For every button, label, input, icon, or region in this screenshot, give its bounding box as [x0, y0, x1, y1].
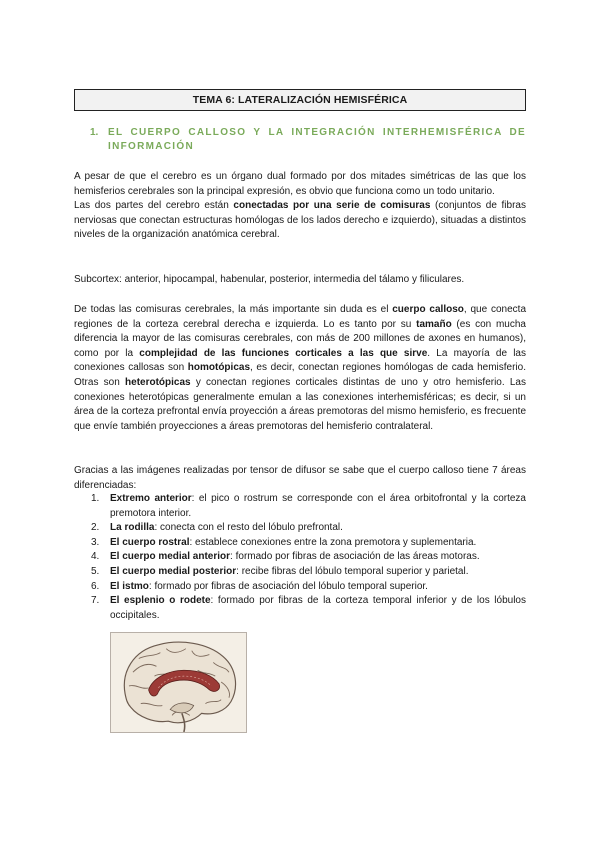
text-span: (es con mucha diferencia la mayor de las comisuras cerebrales, con más de 200 millones de axones en humanos), como por la — [74, 318, 526, 359]
area-desc: : formado por fibras de asociación del lóbulo temporal superior. — [148, 580, 428, 592]
area-name: El istmo — [110, 580, 149, 592]
area-name: El cuerpo rostral — [110, 536, 190, 548]
list-number: 1. — [91, 493, 100, 504]
areas-intro-text: Gracias a las imágenes realizadas por tensor de difusor se sabe que el cuerpo calloso tiene 7 áreas diferenciadas: — [74, 465, 526, 491]
list-item — [74, 492, 526, 521]
bold-span: cuerpo calloso — [392, 304, 464, 315]
bold-span: heterotópicas — [125, 376, 191, 388]
document-title: TEMA 6: LATERALIZACIÓN HEMISFÉRICA — [74, 89, 526, 111]
list-number: 6. — [91, 580, 100, 592]
list-item — [74, 580, 526, 595]
paragraph-intro-b — [74, 199, 526, 243]
section-title: EL CUERPO CALLOSO Y LA INTEGRACIÓN INTERHEMISFÉRICA DE INFORMACIÓN — [108, 127, 526, 152]
section-heading — [90, 126, 526, 154]
brain-illustration-icon — [111, 633, 246, 732]
bold-span: complejidad de las funciones corticales a las que sirve — [139, 347, 428, 359]
list-item — [74, 521, 526, 536]
brain-figure — [110, 632, 247, 733]
section-number: 1. — [90, 127, 99, 138]
paragraph-subcortex — [74, 273, 526, 288]
area-desc: : el pico o rostrum se corresponde con el área orbitofrontal y la corteza premotora interior. — [110, 493, 526, 519]
list-number: 4. — [91, 551, 100, 563]
list-item — [74, 550, 526, 565]
text-span: Las dos partes del cerebro están — [74, 200, 234, 212]
list-item — [74, 565, 526, 580]
paragraph-intro-a: A pesar de que el cerebro es un órgano dual formado por dos mitades simétricas de las que los hemisferios cerebrales son la principal expresión, es obvio que funciona como un todo unitario. — [74, 171, 526, 197]
list-number: 5. — [91, 565, 100, 577]
paragraph-corpus-callosum — [74, 303, 526, 434]
area-desc: : formado por fibras de asociación de las áreas motoras. — [230, 551, 480, 563]
text-span: . La mayoría de las conexiones callosas son — [74, 347, 526, 374]
paragraph-intro — [74, 170, 526, 243]
bold-span: tamaño — [416, 318, 452, 330]
text-span: , es decir, conectan regiones homólogas de cada hemisferio. Otras son — [74, 362, 526, 388]
area-desc: : conecta con el resto del lóbulo prefrontal. — [154, 522, 343, 534]
area-name: El esplenio o rodete — [110, 595, 211, 607]
text-span: y conectan regiones corticales distintas de uno y otro hemisferio. Las conexiones heterotópicas generalmente emulan a las conexiones interhemisféricas; es decir, si un área de la corteza prefrontal envía proyección a áreas premotoras del mismo hemisferio, es frecuente que envíe también proyecciones a áreas premotoras del hemisferio contralateral. — [74, 376, 526, 432]
area-name: Extremo anterior — [110, 493, 192, 504]
text-span: (conjuntos de fibras nerviosas que conectan estructuras homólogas de los lados derecho e izquierdo), situadas a distintos niveles de la organización anatómica cerebral. — [74, 200, 526, 241]
area-desc: : formado por fibras de la corteza temporal inferior y de los lóbulos occipitales. — [110, 595, 526, 621]
corpus-callosum-text — [74, 303, 526, 434]
list-number: 7. — [91, 595, 100, 607]
list-number: 3. — [91, 536, 100, 548]
area-name: El cuerpo medial anterior — [110, 551, 231, 563]
area-desc: : recibe fibras del lóbulo temporal superior y parietal. — [236, 565, 469, 577]
areas-list — [74, 492, 526, 623]
list-item — [74, 594, 526, 623]
bold-span: conectadas por una serie de comisuras — [233, 200, 431, 212]
subcortex-text: Subcortex: anterior, hipocampal, habenular, posterior, intermedia del tálamo y filiculares. — [74, 274, 465, 285]
text-span: De todas las comisuras cerebrales, la más importante sin duda es el — [74, 304, 393, 315]
bold-span: homotópicas — [187, 362, 251, 374]
area-desc: : establece conexiones entre la zona premotora y suplementaria. — [189, 536, 477, 548]
list-item — [74, 536, 526, 551]
list-number: 2. — [91, 522, 100, 534]
area-name: La rodilla — [110, 522, 155, 534]
text-span: , que conecta regiones de la corteza cerebral derecha e izquierda. Lo es tanto por su — [74, 304, 527, 330]
area-name: El cuerpo medial posterior — [110, 565, 237, 577]
paragraph-areas-intro — [74, 464, 526, 493]
